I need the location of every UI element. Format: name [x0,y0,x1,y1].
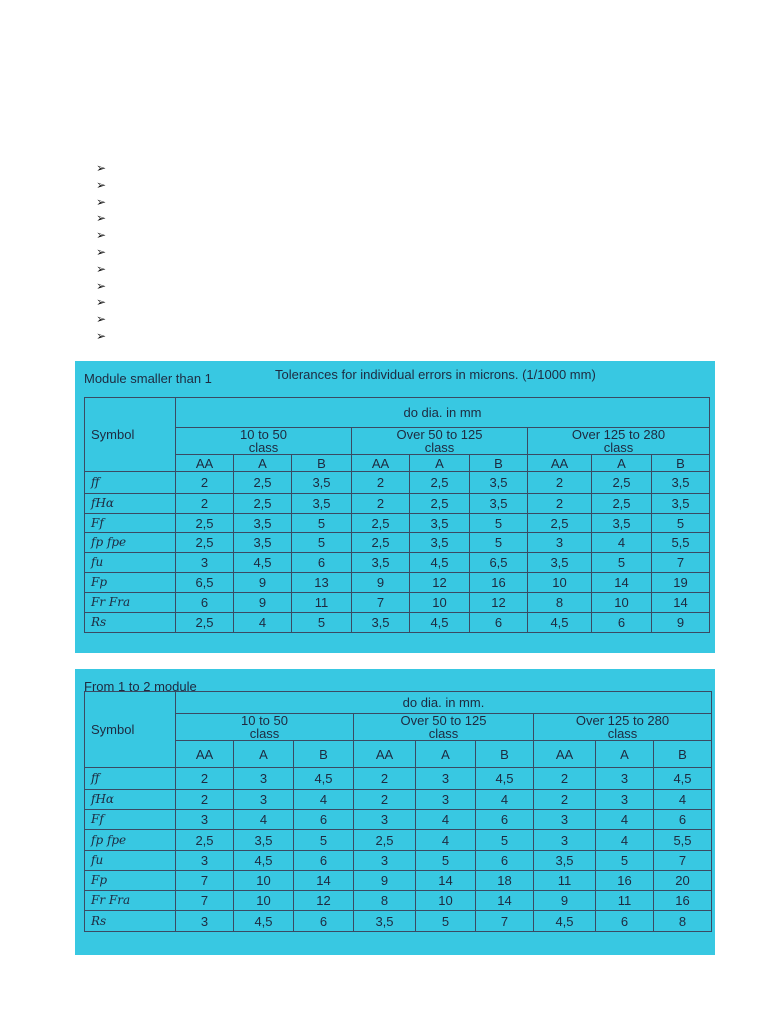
tolerance-value: 7 [176,871,234,891]
tolerance-value: 2 [354,790,416,810]
error-symbol: ff [85,768,176,790]
class-header: B [470,455,528,472]
tolerance-value: 3 [528,533,592,553]
tolerance-value: 6 [176,593,234,613]
error-symbol: ff [85,472,176,494]
bullet-list [96,160,106,345]
tolerance-value: 9 [534,891,596,911]
table-row [85,891,712,911]
tolerance-value: 2,5 [410,494,470,514]
tolerance-value: 4,5 [234,553,292,573]
error-symbol: fHα [85,790,176,810]
class-header: B [294,741,354,768]
tolerance-value: 2 [176,790,234,810]
tolerance-value: 5 [416,911,476,932]
tolerance-value: 13 [292,573,352,593]
range-class-label: class [428,726,459,741]
tolerance-value: 2,5 [410,472,470,494]
bullet-item [96,328,106,345]
tolerance-value: 3,5 [292,494,352,514]
tolerance-value: 3,5 [652,472,710,494]
table-row [85,613,710,633]
tolerance-value: 4 [654,790,712,810]
tolerance-value: 5 [416,851,476,871]
tolerance-value: 5 [592,553,652,573]
class-header: A [234,741,294,768]
tolerance-value: 3,5 [470,494,528,514]
tolerance-value: 11 [596,891,654,911]
class-header-row [85,455,710,472]
tolerance-value: 3 [234,768,294,790]
range-class-label: class [424,440,455,455]
class-header: AA [354,741,416,768]
range-header [352,428,528,455]
tolerance-value: 9 [652,613,710,633]
arrow-bullet-icon: ➢ [96,278,107,293]
table-row [85,790,712,810]
tolerance-value: 11 [292,593,352,613]
tolerance-value: 3,5 [234,830,294,851]
tolerance-value: 9 [234,573,292,593]
tolerance-value: 2,5 [352,514,410,533]
bullet-item [96,294,106,311]
tolerance-value: 3,5 [592,514,652,533]
class-header-row [85,741,712,768]
range-label: Over 50 to 125 [400,713,487,728]
tolerance-value: 12 [294,891,354,911]
range-header [176,428,352,455]
tolerance-value: 4 [234,613,292,633]
error-symbol: fp fpe [85,533,176,553]
tolerance-value: 2,5 [592,472,652,494]
diameter-group-header: do dia. in mm [176,398,710,428]
arrow-bullet-icon: ➢ [96,295,107,310]
error-symbol: Fr Fra [85,891,176,911]
tolerance-value: 4 [592,533,652,553]
tolerance-value: 3 [176,553,234,573]
tolerance-value: 3,5 [652,494,710,514]
tolerance-value: 4,5 [234,851,294,871]
class-header: A [410,455,470,472]
tolerance-value: 2 [176,768,234,790]
tolerance-value: 10 [416,891,476,911]
error-symbol: fu [85,851,176,871]
class-header: B [652,455,710,472]
tolerance-panel-module-1-to-2 [75,669,715,955]
tolerance-value: 7 [654,851,712,871]
tolerance-value: 3,5 [534,851,596,871]
tolerance-value: 10 [592,593,652,613]
tolerance-value: 2 [534,768,596,790]
tolerance-value: 9 [354,871,416,891]
tolerance-value: 18 [476,871,534,891]
tolerance-panel-module-below-1 [75,361,715,653]
bullet-item [96,210,106,227]
tolerance-value: 3 [176,911,234,932]
tolerance-value: 14 [294,871,354,891]
tolerance-value: 12 [470,593,528,613]
tolerance-value: 2 [528,472,592,494]
range-class-label: class [603,440,634,455]
tolerance-value: 11 [534,871,596,891]
tolerance-value: 8 [654,911,712,932]
error-symbol: Ff [85,514,176,533]
range-header [354,714,534,741]
class-header: A [234,455,292,472]
range-label: 10 to 50 [240,427,287,442]
tolerance-value: 4,5 [410,553,470,573]
arrow-bullet-icon: ➢ [96,211,107,226]
range-class-label: class [607,726,638,741]
tolerance-value: 6,5 [176,573,234,593]
tolerance-value: 5 [294,830,354,851]
tolerance-value: 2 [528,494,592,514]
table-row [85,851,712,871]
tolerance-value: 4 [476,790,534,810]
tolerance-value: 2,5 [528,514,592,533]
header-row [85,692,712,714]
tolerance-value: 6 [292,553,352,573]
tolerance-value: 3 [354,810,416,830]
tolerance-value: 2 [352,472,410,494]
table-row [85,553,710,573]
tolerance-value: 3,5 [292,472,352,494]
tolerance-value: 5 [470,514,528,533]
class-header: B [476,741,534,768]
tolerance-value: 3,5 [234,533,292,553]
tolerance-value: 3 [534,810,596,830]
table-row [85,514,710,533]
table-row [85,768,712,790]
tolerance-value: 2,5 [234,494,292,514]
tolerance-value: 2,5 [354,830,416,851]
range-header-row [85,714,712,741]
arrow-bullet-icon: ➢ [96,312,107,327]
tolerance-value: 6 [596,911,654,932]
tolerance-value: 4,5 [294,768,354,790]
arrow-bullet-icon: ➢ [96,328,107,343]
tolerance-value: 4 [596,830,654,851]
tolerance-value: 2,5 [234,472,292,494]
class-header: AA [528,455,592,472]
tolerance-value: 6 [470,613,528,633]
tolerance-value: 3,5 [528,553,592,573]
tolerance-value: 3 [354,851,416,871]
tolerance-value: 9 [352,573,410,593]
arrow-bullet-icon: ➢ [96,161,107,175]
range-header [528,428,710,455]
error-symbol: fu [85,553,176,573]
tolerance-value: 3,5 [470,472,528,494]
tolerance-value: 2 [176,494,234,514]
range-label: 10 to 50 [241,713,288,728]
tolerance-value: 4 [596,810,654,830]
error-symbol: Fp [85,871,176,891]
class-header: AA [176,455,234,472]
range-class-label: class [248,440,279,455]
table-row [85,593,710,613]
class-header: AA [352,455,410,472]
tolerance-value: 6 [294,911,354,932]
arrow-bullet-icon: ➢ [96,261,107,276]
tolerance-value: 10 [234,891,294,911]
tolerance-value: 4 [416,830,476,851]
tolerance-value: 20 [654,871,712,891]
bullet-item [96,244,106,261]
error-symbol: Rs [85,911,176,932]
tolerance-value: 2,5 [176,830,234,851]
error-symbol: fHα [85,494,176,514]
table-row [85,494,710,514]
tolerance-value: 7 [352,593,410,613]
error-symbol: Rs [85,613,176,633]
tolerance-value: 4,5 [528,613,592,633]
class-header: B [292,455,352,472]
range-header [176,714,354,741]
bullet-item [96,194,106,211]
tolerance-value: 4,5 [654,768,712,790]
tolerance-value: 5 [470,533,528,553]
tolerance-value: 4,5 [534,911,596,932]
arrow-bullet-icon: ➢ [96,194,107,209]
tolerance-value: 3,5 [352,613,410,633]
tolerance-value: 2,5 [176,533,234,553]
tolerance-value: 5 [292,533,352,553]
table-row [85,533,710,553]
tolerance-value: 6 [294,851,354,871]
table-caption: From 1 to 2 module [84,679,197,694]
tolerance-value: 5 [292,514,352,533]
tolerance-value: 10 [410,593,470,613]
tolerance-value: 6 [654,810,712,830]
class-header: A [416,741,476,768]
tolerance-value: 3 [596,790,654,810]
class-header: AA [176,741,234,768]
tolerance-value: 3,5 [410,514,470,533]
tolerance-value: 9 [234,593,292,613]
bullet-item [96,278,106,295]
range-class-label: class [249,726,280,741]
bullet-item [96,177,106,194]
tolerance-value: 2,5 [592,494,652,514]
tolerance-value: 8 [354,891,416,911]
tolerance-value: 3,5 [410,533,470,553]
tolerance-value: 2,5 [176,613,234,633]
tolerance-value: 5,5 [652,533,710,553]
tolerance-value: 3 [234,790,294,810]
tolerance-value: 2,5 [352,533,410,553]
header-row [85,398,710,428]
tolerance-value: 4 [416,810,476,830]
tolerance-value: 5,5 [654,830,712,851]
table-row [85,472,710,494]
tolerance-value: 2 [354,768,416,790]
tolerance-value: 3 [416,768,476,790]
error-symbol: Ff [85,810,176,830]
tolerance-value: 6,5 [470,553,528,573]
tolerance-value: 4 [294,790,354,810]
tolerance-value: 2 [352,494,410,514]
tolerance-value: 6 [476,851,534,871]
tolerance-value: 3,5 [352,553,410,573]
tolerance-value: 14 [476,891,534,911]
range-label: Over 125 to 280 [571,427,666,442]
error-symbol: Fr Fra [85,593,176,613]
tolerance-value: 5 [596,851,654,871]
table-row [85,911,712,932]
tolerance-value: 10 [234,871,294,891]
range-label: Over 125 to 280 [575,713,670,728]
arrow-bullet-icon: ➢ [96,228,107,243]
tolerance-value: 12 [410,573,470,593]
range-header [534,714,712,741]
tolerance-value: 5 [652,514,710,533]
tolerance-value: 7 [476,911,534,932]
tolerance-value: 3 [176,810,234,830]
bullet-item [96,261,106,278]
table-row [85,573,710,593]
tolerance-value: 4,5 [476,768,534,790]
tolerance-value: 4 [234,810,294,830]
error-symbol: fp fpe [85,830,176,851]
tolerance-value: 16 [654,891,712,911]
bullet-item [96,227,106,244]
tolerance-value: 14 [592,573,652,593]
tolerance-value: 6 [592,613,652,633]
table-caption: Module smaller than 1 [84,371,212,386]
tolerance-value: 6 [476,810,534,830]
tolerance-value: 5 [476,830,534,851]
tolerance-value: 7 [176,891,234,911]
tolerance-value: 4,5 [410,613,470,633]
tolerance-value: 19 [652,573,710,593]
range-header-row [85,428,710,455]
class-header: B [654,741,712,768]
bullet-item [96,160,106,177]
table-row [85,871,712,891]
tolerance-value: 6 [294,810,354,830]
arrow-bullet-icon: ➢ [96,177,107,192]
symbol-header: Symbol [85,692,176,768]
tolerance-value: 3 [596,768,654,790]
arrow-bullet-icon: ➢ [96,244,107,259]
tolerance-value: 7 [652,553,710,573]
tolerance-value: 5 [292,613,352,633]
tolerance-value: 2,5 [176,514,234,533]
tolerance-value: 16 [596,871,654,891]
tolerance-value: 8 [528,593,592,613]
tolerance-value: 2 [534,790,596,810]
tolerance-value: 3,5 [354,911,416,932]
tolerance-value: 3 [416,790,476,810]
class-header: A [592,455,652,472]
tolerance-value: 3 [534,830,596,851]
tolerance-table [84,691,712,932]
tolerance-value: 16 [470,573,528,593]
table-row [85,830,712,851]
class-header: A [596,741,654,768]
tolerance-value: 10 [528,573,592,593]
table-description: Tolerances for individual errors in microns. (1/1000 mm) [275,367,596,382]
tolerance-value: 14 [416,871,476,891]
diameter-group-header: do dia. in mm. [176,692,712,714]
tolerance-value: 3,5 [234,514,292,533]
bullet-item [96,311,106,328]
error-symbol: Fp [85,573,176,593]
tolerance-value: 3 [176,851,234,871]
table-row [85,810,712,830]
tolerance-value: 4,5 [234,911,294,932]
tolerance-value: 14 [652,593,710,613]
symbol-header: Symbol [85,398,176,472]
class-header: AA [534,741,596,768]
tolerance-table [84,397,710,633]
tolerance-value: 2 [176,472,234,494]
range-label: Over 50 to 125 [396,427,483,442]
